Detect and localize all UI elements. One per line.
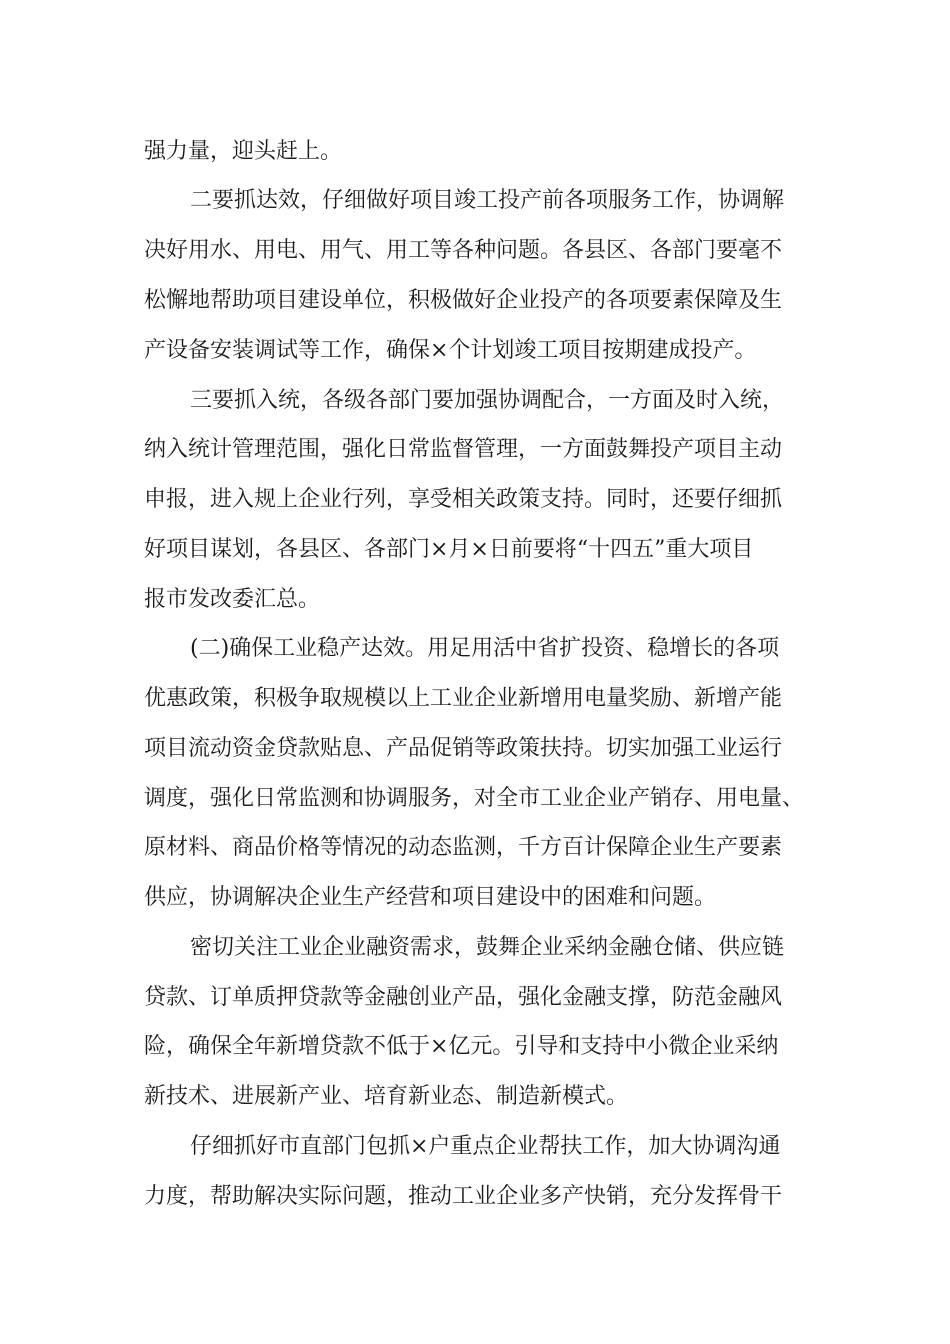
- text-line: 报市发改委汇总。: [144, 587, 321, 612]
- paragraph-start-line: 密切关注工业企业融资需求，鼓舞企业采纳金融仓储、供应链: [190, 935, 785, 960]
- text-line: 松懈地帮助项目建设单位，积极做好企业投产的各项要素保障及生: [144, 288, 783, 313]
- text-line: 申报，进入规上企业行列，享受相关政策支持。同时，还要仔细抓: [144, 487, 783, 512]
- text-line: 项目流动资金贷款贴息、产品促销等政策扶持。切实加强工业运行: [144, 736, 783, 761]
- text-line: 产设备安装调试等工作，确保×个计划竣工项目按期建成投产。: [144, 338, 757, 363]
- text-line: 强力量，迎头赶上。: [144, 139, 343, 164]
- text-line: 力度，帮助解决实际问题，推动工业企业多产快销，充分发挥骨干: [144, 1184, 783, 1209]
- text-line: 供应，协调解决企业生产经营和项目建设中的困难和问题。: [144, 885, 717, 910]
- paragraph-start-line: 三要抓入统，各级各部门要加强协调配合，一方面及时入统，: [190, 388, 785, 413]
- text-line: 原材料、商品价格等情况的动态监测，千方百计保障企业生产要素: [144, 835, 783, 860]
- text-line: 贷款、订单质押贷款等金融创业产品，强化金融支撑，防范金融风: [144, 985, 783, 1010]
- text-line: 好项目谋划，各县区、各部门×月×日前要将“十四五”重大项目: [144, 537, 754, 562]
- paragraph-start-line: 二要抓达效，仔细做好项目竣工投产前各项服务工作，协调解: [190, 188, 785, 213]
- section-heading-line: (二)确保工业稳产达效。用足用活中省扩投资、稳增长的各项: [190, 636, 780, 661]
- text-line: 优惠政策，积极争取规模以上工业企业新增用电量奖励、新增产能: [144, 686, 783, 711]
- text-line: 调度，强化日常监测和协调服务，对全市工业企业产销存、用电量、: [144, 786, 805, 811]
- text-line: 新技术、进展新产业、培育新业态、制造新模式。: [144, 1084, 629, 1109]
- paragraph-start-line: 仔细抓好市直部门包抓×户重点企业帮扶工作，加大协调沟通: [190, 1134, 781, 1159]
- text-line: 险，确保全年新增贷款不低于×亿元。引导和支持中小微企业采纳: [144, 1034, 779, 1059]
- text-line: 纳入统计管理范围，强化日常监督管理，一方面鼓舞投产项目主动: [144, 437, 783, 462]
- text-line: 决好用水、用电、用气、用工等各种问题。各县区、各部门要毫不: [144, 238, 783, 263]
